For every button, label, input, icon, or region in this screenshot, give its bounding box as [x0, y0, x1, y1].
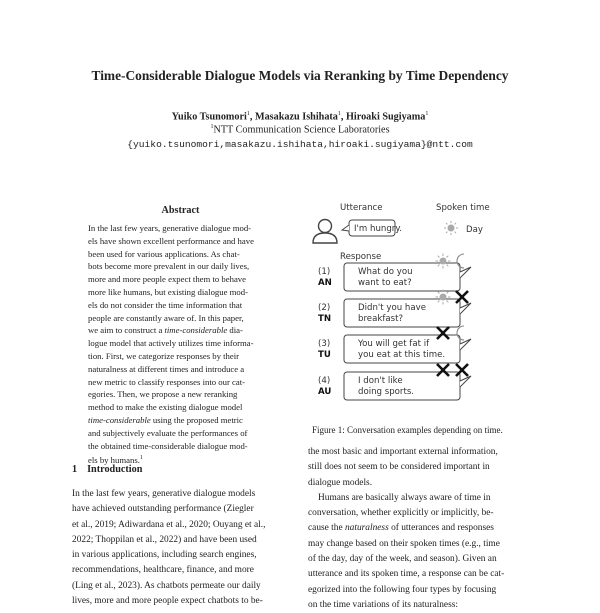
affiliation-marker: 1	[210, 124, 214, 130]
sun-ray	[447, 292, 449, 294]
utterance-time-label: Day	[466, 225, 483, 235]
text-line: els have shown excellent performance and have	[88, 235, 254, 246]
figure-1	[300, 198, 500, 423]
author-emails: {yuiko.tsunomori,masakazu.ishihata,hiroaki.sugiyama}@ntt.com	[127, 139, 473, 150]
response-number: (2)	[318, 303, 331, 313]
response-text: You will get fat if	[358, 339, 430, 349]
text-line: et al., 2019; Adiwardana et al., 2020; Ouyang et al.,	[72, 519, 266, 530]
response-type-code: AN	[318, 278, 332, 288]
abstract-body	[88, 222, 275, 467]
text-line: more like humans, but existing dialogue mod-	[88, 286, 248, 297]
author-list: Yuiko Tsunomori$^1$, Masakazu Ishihata$^1$, Hiroaki Sugiyama$^1$	[171, 111, 429, 123]
text-line: conversation, whether explicitly or implicitly, be-	[308, 508, 494, 519]
text-line: naturalness at different times and introduce a	[88, 363, 245, 374]
text-line: 2022; Thoppilan et al., 2022) and have been used	[72, 534, 257, 545]
text-line: In the last few years, generative dialogue mod-	[88, 223, 252, 233]
text-line: bots become more prevalent in our daily lives,	[88, 261, 250, 272]
author-name: Yuiko Tsunomori	[171, 111, 247, 123]
response-number: (3)	[318, 339, 331, 349]
text-line: Humans are basically always aware of time in	[318, 492, 491, 503]
sun-core	[440, 294, 447, 301]
author-affiliation-marker: 1	[246, 111, 250, 117]
text-line: been used for various applications. As chat-	[88, 248, 240, 259]
response-text: want to eat?	[358, 278, 412, 288]
text-line: more and more people expect them to behave	[88, 274, 246, 285]
response-row	[318, 364, 471, 400]
intro-left-column	[72, 487, 298, 609]
text-line: method to make the existing dialogue model	[88, 402, 243, 413]
sun-icon	[436, 290, 451, 305]
affiliation	[0, 124, 600, 135]
sun-icon	[444, 221, 458, 235]
text-line: dialogue models.	[308, 477, 373, 488]
response-row	[318, 326, 471, 363]
author-affiliation-marker: 1	[425, 111, 429, 117]
bubble-tail	[460, 267, 471, 278]
sun-core	[440, 258, 447, 265]
text-line: and subjectively evaluate the performances of	[88, 427, 248, 438]
response-text: breakfast?	[358, 314, 404, 324]
utterance-label: Utterance	[340, 203, 383, 213]
bubble-tail	[460, 376, 471, 387]
utterance-bubble	[342, 220, 402, 236]
response-type-code: AU	[318, 387, 332, 397]
text-line: still does not seem to be considered important in	[308, 462, 490, 473]
text-line: the obtained time-considerable dialogue mod-	[88, 440, 248, 451]
text-line: may change based on their spoken times (e.g., time	[308, 538, 500, 549]
text-line: of the day, day of the week, and season). Given an	[308, 554, 497, 565]
text-line: we aim to construct a time-considerable dia-	[88, 325, 243, 336]
sun-ray	[438, 292, 440, 294]
response-text: What do you	[358, 267, 413, 277]
text-line: els by humans.$^1$	[88, 455, 143, 466]
text-line: on the time variations of its naturalness:	[308, 599, 458, 610]
text-line: In the last few years, generative dialogue models	[72, 489, 256, 499]
response-label: Response	[340, 252, 382, 262]
text-line: people are constantly aware of. In this paper,	[88, 312, 244, 323]
sun-ray	[447, 256, 449, 258]
text-line: time-considerable using the proposed metric	[88, 414, 243, 425]
text-line: egories. Then, we propose a new reranking	[88, 389, 238, 400]
response-number: (4)	[318, 376, 331, 386]
cross-icon	[456, 364, 468, 376]
intro-right-column	[308, 445, 531, 613]
text-line: new metric to classify responses into our cat-	[88, 376, 246, 387]
response-number: (1)	[318, 267, 331, 277]
response-list	[318, 254, 471, 401]
author-name: Hiroaki Sugiyama	[346, 111, 426, 123]
text-line: the most basic and important external information,	[308, 447, 498, 457]
text-line: lives, more and more people expect chatbots to be-	[72, 596, 263, 607]
sun-ray	[438, 256, 440, 258]
section-number: 1	[72, 464, 78, 475]
response-text: Didn't you have	[358, 303, 426, 313]
abstract-heading: Abstract	[161, 205, 200, 216]
utterance-text: I'm hungry.	[354, 224, 402, 234]
text-line: utterance and its spoken time, a response can be cat-	[308, 569, 505, 580]
text-line: cause the naturalness of utterances and responses	[308, 523, 494, 534]
cross-icon	[456, 291, 468, 303]
response-type-code: TU	[318, 350, 331, 360]
text-line: in various applications, including search engines,	[72, 550, 257, 561]
text-line: have achieved outstanding performance (Ziegler	[72, 504, 254, 515]
text-line: tion. First, we categorize responses by their	[88, 350, 240, 361]
response-row	[318, 290, 471, 328]
figure-caption: Figure 1: Conversation examples depending on time.	[312, 425, 503, 435]
sun-icon	[436, 254, 451, 269]
author-affiliation-marker: 1	[337, 111, 341, 117]
section-heading-introduction	[72, 464, 142, 475]
spoken-time-label: Spoken time	[436, 203, 490, 213]
affiliation-name: NTT Communication Science Laboratories	[213, 124, 390, 136]
bubble-tail	[460, 303, 471, 314]
author-name: Masakazu Ishihata	[254, 111, 338, 123]
person-icon	[313, 220, 337, 244]
response-text: doing sports.	[358, 387, 415, 397]
paper-title: Time-Considerable Dialogue Models via Reranking by Time Dependency	[91, 68, 509, 83]
text-line: egorized into the following four types by focusing	[308, 584, 497, 595]
response-text: I don't like	[358, 376, 403, 386]
text-line: logue model that actively utilizes time informa-	[88, 338, 254, 349]
bubble-tail	[460, 339, 471, 350]
response-type-code: TN	[318, 314, 332, 324]
response-text: you eat at this time.	[358, 350, 446, 360]
section-title: Introduction	[87, 464, 143, 475]
text-line: els do not consider the time information that	[88, 299, 243, 310]
text-line: (Ling et al., 2023). As chatbots permeate our daily	[72, 580, 261, 591]
text-line: recommendations, healthcare, finance, and more	[72, 565, 254, 576]
